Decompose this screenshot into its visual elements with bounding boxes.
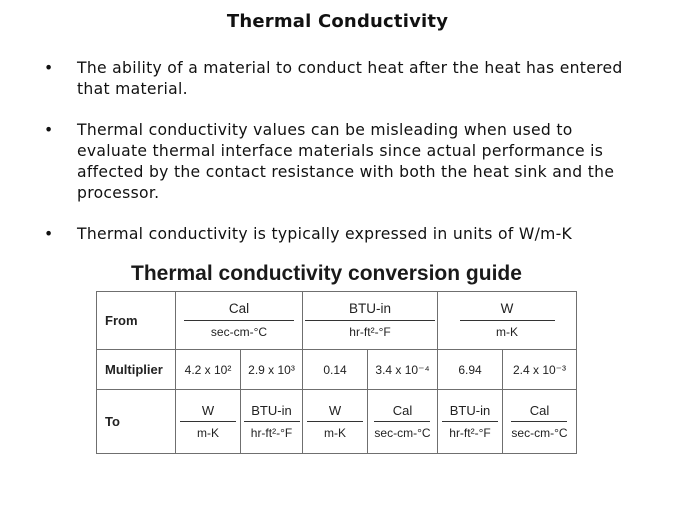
unit-fraction: [305, 302, 435, 338]
from-row: [97, 292, 577, 350]
from-unit-cell: [176, 292, 303, 350]
unit-fraction: [184, 302, 294, 338]
bullet-item: [44, 224, 644, 245]
unit-denominator: sec-cm-°C: [210, 324, 268, 339]
unit-denominator: hr-ft²-°F: [449, 425, 491, 440]
unit-numerator: Cal: [392, 402, 413, 418]
unit-denominator: sec-cm-°C: [511, 425, 568, 440]
to-unit-cell: [303, 390, 368, 454]
to-unit-cell: [438, 390, 503, 454]
unit-numerator: Cal: [529, 402, 550, 418]
from-label: From: [97, 292, 176, 350]
to-unit-cell: [176, 390, 241, 454]
multiplier-cell: 2.9 x 10³: [241, 350, 303, 390]
unit-fraction: [509, 404, 569, 439]
from-unit-cell: [438, 292, 577, 350]
unit-fraction: [460, 302, 555, 338]
bullet-text: Thermal conductivity values can be misleading when used to evaluate thermal interface materials since actual performance is affected by the contact resistance with both the heat sink and the processor.: [77, 121, 615, 202]
multiplier-cell: 0.14: [303, 350, 368, 390]
unit-denominator: m-K: [496, 324, 518, 339]
unit-numerator: Cal: [228, 301, 250, 317]
unit-numerator: BTU-in: [348, 301, 391, 317]
multiplier-row: [97, 350, 577, 390]
bullet-item: [44, 58, 644, 100]
bullet-item: [44, 120, 644, 204]
to-row: [97, 390, 577, 454]
multiplier-label: Multiplier: [97, 350, 176, 390]
unit-fraction: [307, 404, 363, 439]
bullet-dot-icon: •: [44, 225, 54, 243]
bullet-dot-icon: •: [44, 121, 54, 139]
from-unit-cell: [303, 292, 438, 350]
to-unit-cell: [368, 390, 438, 454]
unit-fraction: [180, 404, 236, 439]
bullet-text: The ability of a material to conduct heat after the heat has entered that material.: [77, 59, 623, 98]
page-title: Thermal Conductivity: [226, 11, 449, 32]
unit-numerator: W: [201, 402, 215, 418]
unit-fraction: [442, 404, 498, 439]
to-unit-cell: [503, 390, 577, 454]
multiplier-cell: 3.4 x 10⁻⁴: [368, 350, 438, 390]
unit-numerator: W: [500, 301, 514, 317]
unit-denominator: m-K: [324, 425, 346, 440]
unit-numerator: BTU-in: [251, 402, 292, 418]
multiplier-cell: 4.2 x 10²: [176, 350, 241, 390]
multiplier-cell: 6.94: [438, 350, 503, 390]
multiplier-cell: 2.4 x 10⁻³: [503, 350, 577, 390]
unit-numerator: W: [328, 402, 342, 418]
unit-denominator: hr-ft²-°F: [349, 324, 391, 339]
unit-fraction: [372, 404, 432, 439]
conversion-guide-title: Thermal conductivity conversion guide: [131, 262, 522, 285]
to-unit-cell: [241, 390, 303, 454]
unit-fraction: [244, 404, 300, 439]
unit-denominator: m-K: [197, 425, 219, 440]
bullet-dot-icon: •: [44, 59, 54, 77]
to-label: To: [97, 390, 176, 454]
bullet-text: Thermal conductivity is typically expressed in units of W/m-K: [77, 225, 573, 243]
conversion-table: [96, 291, 577, 454]
unit-denominator: hr-ft²-°F: [250, 425, 293, 440]
unit-numerator: BTU-in: [449, 402, 491, 418]
bullet-list: [44, 58, 644, 245]
unit-denominator: sec-cm-°C: [374, 425, 431, 440]
